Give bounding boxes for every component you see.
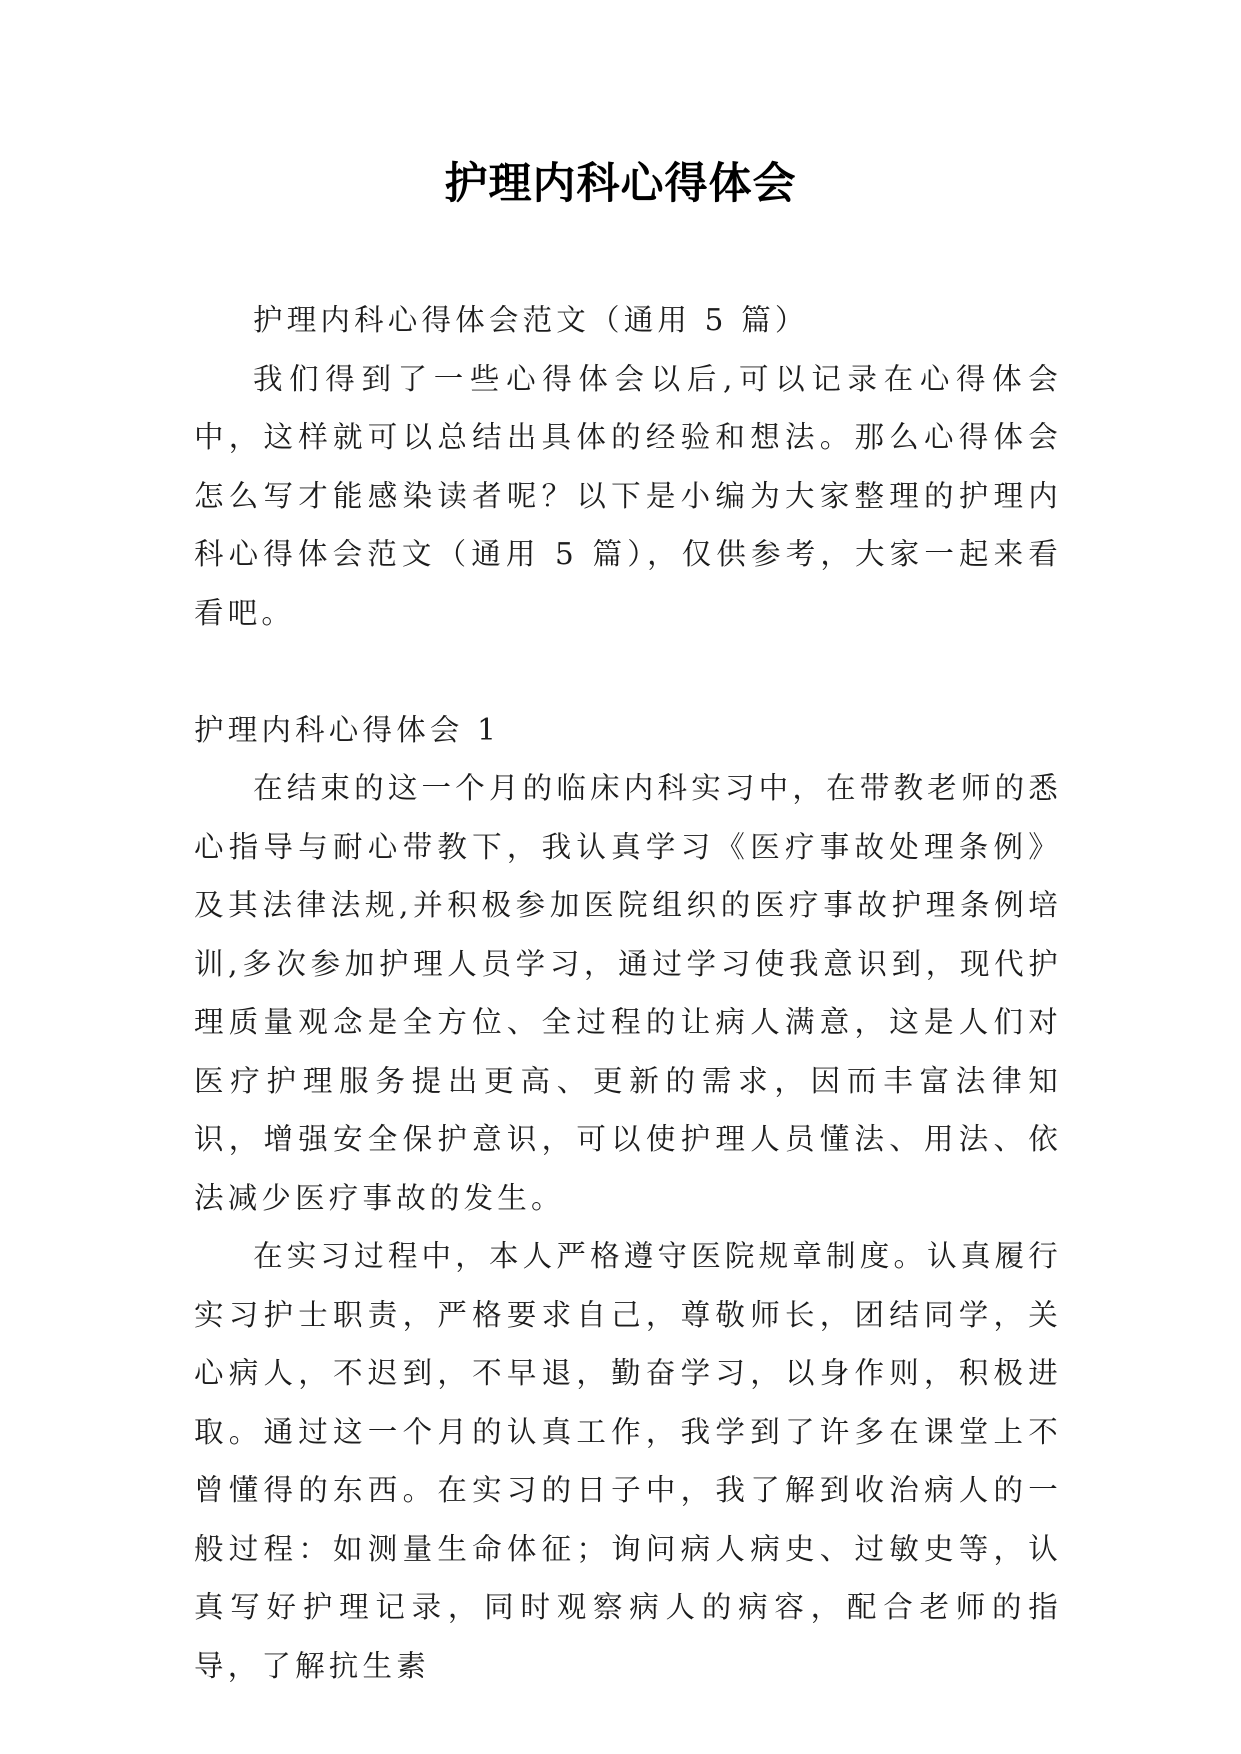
paragraph-spacer [194,642,1062,701]
section-paragraph: 在结束的这一个月的临床内科实习中，在带教老师的悉心指导与耐心带教下，我认真学习《医疗事故处理条例》及其法律法规,并积极参加医院组织的医疗事故护理条例培训,多次参加护理人员学习，通过学习使我意识到，现代护理质量观念是全方位、全过程的让病人满意，这是人们对医疗护理服务提出更高、更新的需求，因而丰富法律知识，增强安全保护意识，可以使护理人员懂法、用法、依法减少医疗事故的发生。 [194,771,1062,1215]
section-heading: 护理内科心得体会 1 [194,712,501,747]
intro-paragraph: 我们得到了一些心得体会以后,可以记录在心得体会中，这样就可以总结出具体的经验和想法。那么心得体会怎么写才能感染读者呢？以下是小编为大家整理的护理内科心得体会范文（通用 5 篇），仅供参考，大家一起来看看吧。 [194,361,1062,630]
document-body [194,291,1062,1695]
section-paragraph: 在实习过程中，本人严格遵守医院规章制度。认真履行实习护士职责，严格要求自己，尊敬师长，团结同学，关心病人，不迟到，不早退，勤奋学习，以身作则，积极进取。通过这一个月的认真工作，我学到了许多在课堂上不曾懂得的东西。在实习的日子中，我了解到收治病人的一般过程：如测量生命体征；询问病人病史、过敏史等，认真写好护理记录，同时观察病人的病容，配合老师的指导，了解抗生素 [194,1239,1062,1683]
document-subtitle: 护理内科心得体会范文（通用 5 篇） [253,303,809,337]
document-title: 护理内科心得体会 [444,159,797,209]
